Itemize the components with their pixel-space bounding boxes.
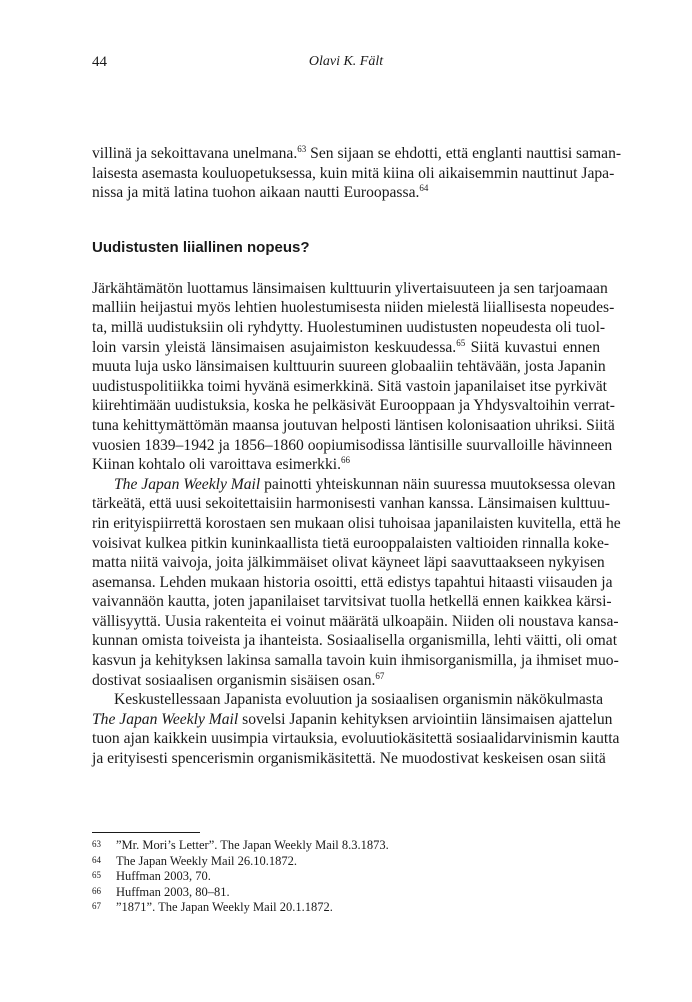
- text-line: Keskustellessaan Japanista evoluution ja sosiaalisen organismin näkökulmasta: [114, 691, 604, 709]
- text-line: Järkähtämätön luottamus länsimaisen kulttuurin ylivertaisuuteen ja sen tarjoamaan: [92, 279, 608, 297]
- text-line: malliin heijastui myös lehtien huolestumisesta niiden mielestä liiallisesta nopeudes-: [92, 299, 615, 317]
- text-line: kiirehtimään uudistuksia, koska he pelkäsivät Eurooppaan ja Yhdysvaltoihin verrat-: [92, 397, 615, 415]
- page-header: [92, 54, 600, 74]
- footnote: [92, 884, 600, 900]
- text-line: villinä ja sekoittavana unelmana.$^{63}$ Sen sijaan se ehdotti, että englanti nauttisi saman-: [92, 144, 622, 162]
- paragraph-2: [92, 475, 621, 691]
- footnote-text: ”1871”. The Japan Weekly Mail 20.1.1872.: [116, 900, 333, 915]
- text-line: The Japan Weekly Mail painotti yhteiskunnan näin suuressa muutoksessa olevan: [114, 475, 616, 493]
- page-number: 44: [92, 54, 107, 70]
- footnote-ref[interactable]: 64: [419, 183, 429, 194]
- text-line: matta niitä vaivoja, joita jälkimmäiset olivat käyneet läpi saavuttaakseen nykyisen: [92, 554, 605, 572]
- text-line: voisivat kulkea pitkin kuninkaallista tietä eurooppalaisten valtioiden rinnalla koke-: [92, 534, 610, 552]
- text-line: Kiinan kohtalo oli varoittava esimerkki.$^{66}$: [92, 455, 351, 474]
- running-head: Olavi K. Fält: [308, 54, 384, 69]
- body-text: [92, 144, 622, 769]
- footnote-text: Huffman 2003, 70.: [116, 869, 211, 884]
- text-line: vaivannäön kautta, joten japanilaiset tarvitsivat tuolla hetkellä ennen kaikkea kärsi-: [92, 593, 612, 611]
- footnote-divider: [92, 832, 200, 833]
- footnote: [92, 899, 600, 915]
- text-line: tuon ajan kaikkein uusimpia virtauksia, evoluutiokäsitettä sosiaalidarvinismin kautta: [92, 730, 620, 748]
- footnote-text: ”Mr. Mori’s Letter”. The Japan Weekly Mail 8.3.1873.: [116, 838, 389, 852]
- text-line: kunnan omista toiveista ja ihanteista. Sosiaalisella organismilla, lehti väitti, oli omat: [92, 632, 618, 650]
- footnote-text: The Japan Weekly Mail 26.10.1872.: [116, 853, 298, 868]
- text-line: kasvun ja kehityksen lakinsa samalla tavoin kuin ihmisorganismilla, ja ihmiset muo-: [92, 652, 619, 670]
- text-line: The Japan Weekly Mail sovelsi Japanin kehityksen arviointiin länsimaisen ajattelun: [92, 710, 613, 728]
- text-line: ja erityisesti spencerismin organismikäsitettä. Ne muodostivat keskeisen osan siitä: [92, 750, 606, 768]
- footnote-ref[interactable]: 67: [375, 670, 385, 681]
- text-line: tuna kehittymättömän maansa joutuvan helposti läntisen kolonisaation uhriksi. Siitä: [92, 416, 615, 434]
- text-line: muuta luja usko länsimaisen kulttuurin suureen globaaliin tehtävään, josta Japanin: [92, 358, 606, 376]
- footnote-ref[interactable]: 65: [456, 337, 466, 348]
- section-heading: Uudistusten liiallinen nopeus?: [92, 238, 310, 256]
- footnote: [92, 853, 600, 869]
- text-line: uudistuspolitiikka toimi hyvänä esimerkkinä. Sitä vastoin japanilaiset itse pyrkivät: [92, 377, 607, 395]
- footnote-text: Huffman 2003, 80–81.: [116, 884, 230, 899]
- paragraph-1: [92, 279, 615, 475]
- text-line: dostivat sosiaalisen organismin sisäisen osan.$^{67}$: [92, 670, 385, 689]
- text-line: rin erityispiirrettä korostaen sen mukaan olisi tuhoisaa japanilaisten kuvitella, että he: [92, 514, 621, 532]
- footnote-ref[interactable]: 66: [341, 455, 351, 466]
- footnote-number: 67: [92, 901, 101, 912]
- publication-title: The Japan Weekly Mail: [92, 710, 239, 728]
- text-line: laisesta asemasta kouluopetuksessa, kuin mitä kiina oli aikaisemmin nauttinut Japa-: [92, 164, 615, 182]
- text-line: vällisyyttä. Uusia rakenteita ei voinut määrätä ulkoapäin. Niiden oli noustava kansa-: [92, 612, 619, 630]
- footnote: [92, 868, 600, 884]
- text-line: tärkeätä, että uusi sekoitettaisiin harmonisesti vanhan kanssa. Länsimaisen kulttuu-: [92, 495, 610, 513]
- footnote-number: 65: [92, 870, 101, 881]
- text-line: nissa ja mitä latina tuohon aikaan nautti Euroopassa.$^{64}$: [92, 183, 429, 202]
- footnote-number: 66: [92, 885, 101, 896]
- text-line: ta, millä uudistuksiin oli ryhdytty. Huolestuminen uudistusten nopeudesta oli tuol-: [92, 318, 606, 336]
- publication-title: The Japan Weekly Mail: [114, 475, 261, 493]
- footnote: [92, 837, 600, 853]
- text-line: vuosien 1839–1942 ja 1856–1860 oopiumisodissa läntisille suurvalloille hävinneen: [92, 436, 613, 454]
- intro-paragraph: [92, 144, 622, 203]
- footnotes: [92, 832, 600, 915]
- text-line: loin varsin yleistä länsimaisen asujaimiston keskuudessa.$^{65}$ Siitä kuvastui ennen: [92, 337, 600, 356]
- footnote-number: 63: [92, 839, 101, 849]
- text-line: asemansa. Lehden mukaan historia osoitti, että edistys tapahtui hitaasti viisauden ja: [92, 573, 613, 591]
- paragraph-3: [92, 690, 620, 768]
- footnote-number: 64: [92, 854, 101, 865]
- footnote-ref[interactable]: 63: [297, 144, 307, 154]
